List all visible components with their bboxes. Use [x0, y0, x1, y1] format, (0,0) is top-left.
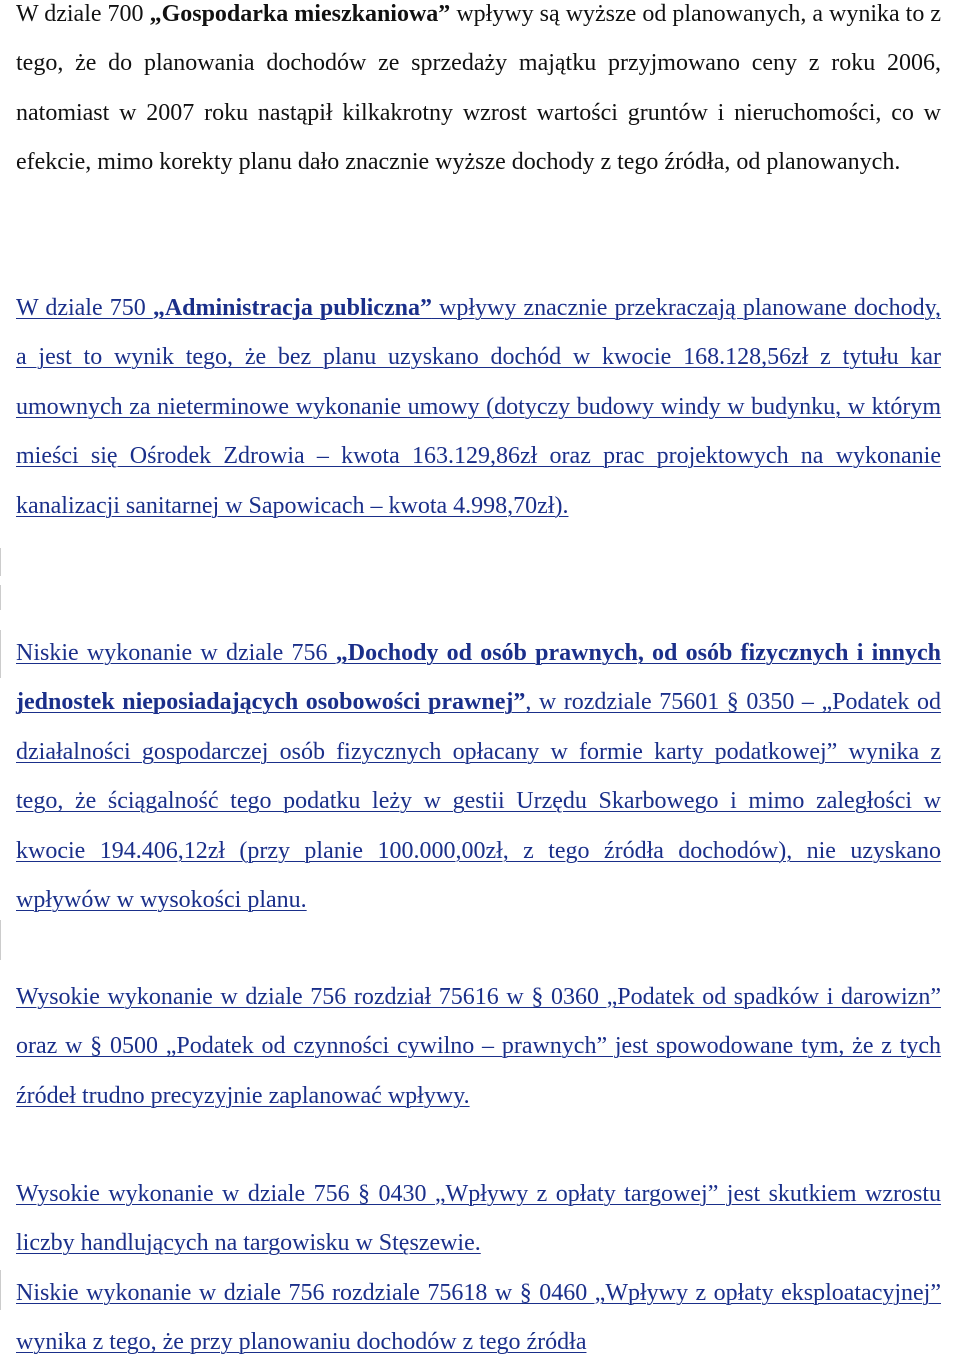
paragraph-dzial-756-niskie	[16, 629, 941, 925]
change-bar	[0, 630, 1, 678]
paragraph-dzial-700	[16, 0, 941, 188]
paragraph-text: Wysokie wykonanie w dziale 756 § 0430 „Wpływy z opłaty targowej” jest skutkiem wzrostu liczby handlujących na targowisku w Stęszewie.	[16, 1181, 941, 1257]
paragraph-text-post: , w rozdziale 75601 § 0350 – „Podatek od działalności gospodarczej osób fizycznych opłacany w formie karty podatkowej” wynika z tego, że ściągalność tego podatku leży w gestii Urzędu Skarbowego i mimo zaległości w kwocie 194.406,12zł (przy planie 100.000,00zł, z tego źródła dochodów), nie uzyskano wpływów w wysokości planu.	[16, 689, 941, 914]
paragraph-text-post: wpływy są wyższe od planowanych, a wynika to z tego, że do planowania dochodów ze sprzedaży majątku przyjmowano ceny z roku 2006, natomiast w 2007 roku nastąpił kilkakrotny wzrost wartości gruntów i nieruchomości, co w efekcie, mimo korekty planu dało znacznie wyższe dochody z tego źródła, od planowanych.	[16, 1, 942, 176]
paragraph-dzial-756-oplata-targowa	[16, 1170, 941, 1269]
paragraph-text-pre: W dziale 750	[16, 295, 153, 321]
paragraph-text-pre: Niskie wykonanie w dziale 756	[16, 640, 336, 666]
paragraph-text: Wysokie wykonanie w dziale 756 rozdział 75616 w § 0360 „Podatek od spadków i darowizn” oraz w § 0500 „Podatek od czynności cywilno – prawnych” jest spowodowane tym, że z tych źródeł trudno precyzyjnie zaplanować wpływy.	[16, 984, 941, 1109]
paragraph-text: Niskie wykonanie w dziale 756 rozdziale 75618 w § 0460 „Wpływy z opłaty eksploatacyjnej” wynika z tego, że przy planowaniu dochodów z tego źródła	[16, 1280, 941, 1356]
change-bar	[0, 1270, 1, 1310]
change-bar	[0, 920, 1, 960]
section-title-bold: „Gospodarka mieszkaniowa”	[149, 1, 451, 27]
paragraph-dzial-750	[16, 284, 941, 531]
paragraph-text-post: wpływy znacznie przekraczają planowane dochody, a jest to wynik tego, że bez planu uzyskano dochód w kwocie 168.128,56zł z tytułu kar umownych za nieterminowe wykonanie umowy (dotyczy budowy windy w budynku, w którym mieści się Ośrodek Zdrowia – kwota 163.129,86zł oraz prac projektowych na wykonanie kanalizacji sanitarnej w Sapowicach – kwota 4.998,70zł).	[16, 295, 942, 519]
paragraph-text-pre: W dziale 700	[16, 1, 150, 27]
paragraph-dzial-756-oplata-eksploatacyjna	[16, 1269, 941, 1368]
change-bar	[0, 585, 1, 610]
paragraph-dzial-756-spadki	[16, 973, 941, 1121]
section-title-bold: „Dochody od osób prawnych, od osób fizycznych i innych jednostek nieposiadających osobowości prawnej”	[16, 640, 941, 716]
section-title-bold: „Administracja publiczna”	[152, 295, 432, 321]
change-bar	[0, 548, 1, 576]
